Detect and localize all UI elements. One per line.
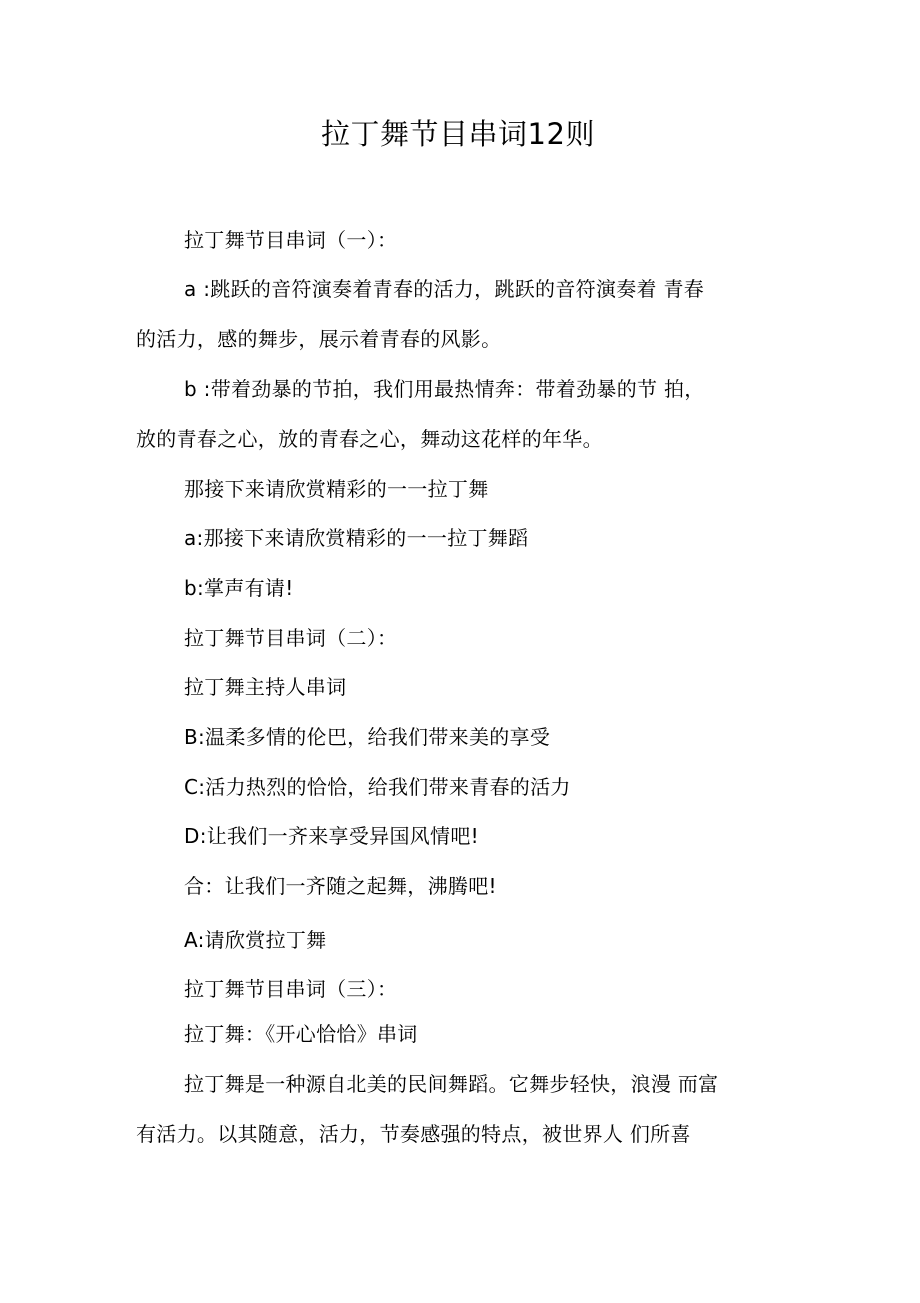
paragraph-line: 放的青春之心，放的青春之心，舞动这花样的年华。 (136, 427, 603, 451)
paragraph-line: a:那接下来请欣赏精彩的一一拉丁舞蹈 (184, 526, 529, 550)
paragraph-line: b :带着劲暴的节拍，我们用最热情奔：带着劲暴的节 拍， (184, 377, 705, 401)
paragraph-line: 那接下来请欣赏精彩的一一拉丁舞 (184, 477, 489, 501)
document-title: 拉丁舞节目串词12则 (321, 117, 595, 151)
paragraph-line: 的活力，感的舞步，展示着青春的风影。 (136, 327, 502, 351)
paragraph-line: C:活力热烈的恰恰，给我们带来青春的活力 (184, 775, 571, 799)
paragraph-line: A:请欣赏拉丁舞 (184, 928, 327, 952)
paragraph-line: 合：让我们一齐随之起舞，沸腾吧! (184, 874, 497, 898)
paragraph-line: 拉丁舞：《开心恰恰》串词 (184, 1022, 418, 1046)
paragraph-line: 拉丁舞节目串词（一）： (184, 228, 398, 252)
paragraph-line: 拉丁舞主持人串词 (184, 675, 347, 699)
paragraph-line: 拉丁舞节目串词（三）： (184, 977, 398, 1001)
paragraph-line: B:温柔多情的伦巴，给我们带来美的享受 (184, 725, 551, 749)
paragraph-line: a :跳跃的音符演奏着青春的活力，跳跃的音符演奏着 青春 (184, 277, 705, 301)
paragraph-line: b:掌声有请! (184, 576, 294, 600)
paragraph-line: 有活力。以其随意，活力，节奏感强的特点，被世界人 们所喜 (136, 1122, 691, 1146)
paragraph-line: 拉丁舞是一种源自北美的民间舞蹈。它舞步轻快，浪漫 而富 (184, 1072, 719, 1096)
paragraph-line: D:让我们一齐来享受异国风情吧! (184, 824, 479, 848)
paragraph-line: 拉丁舞节目串词（二）： (184, 626, 398, 650)
